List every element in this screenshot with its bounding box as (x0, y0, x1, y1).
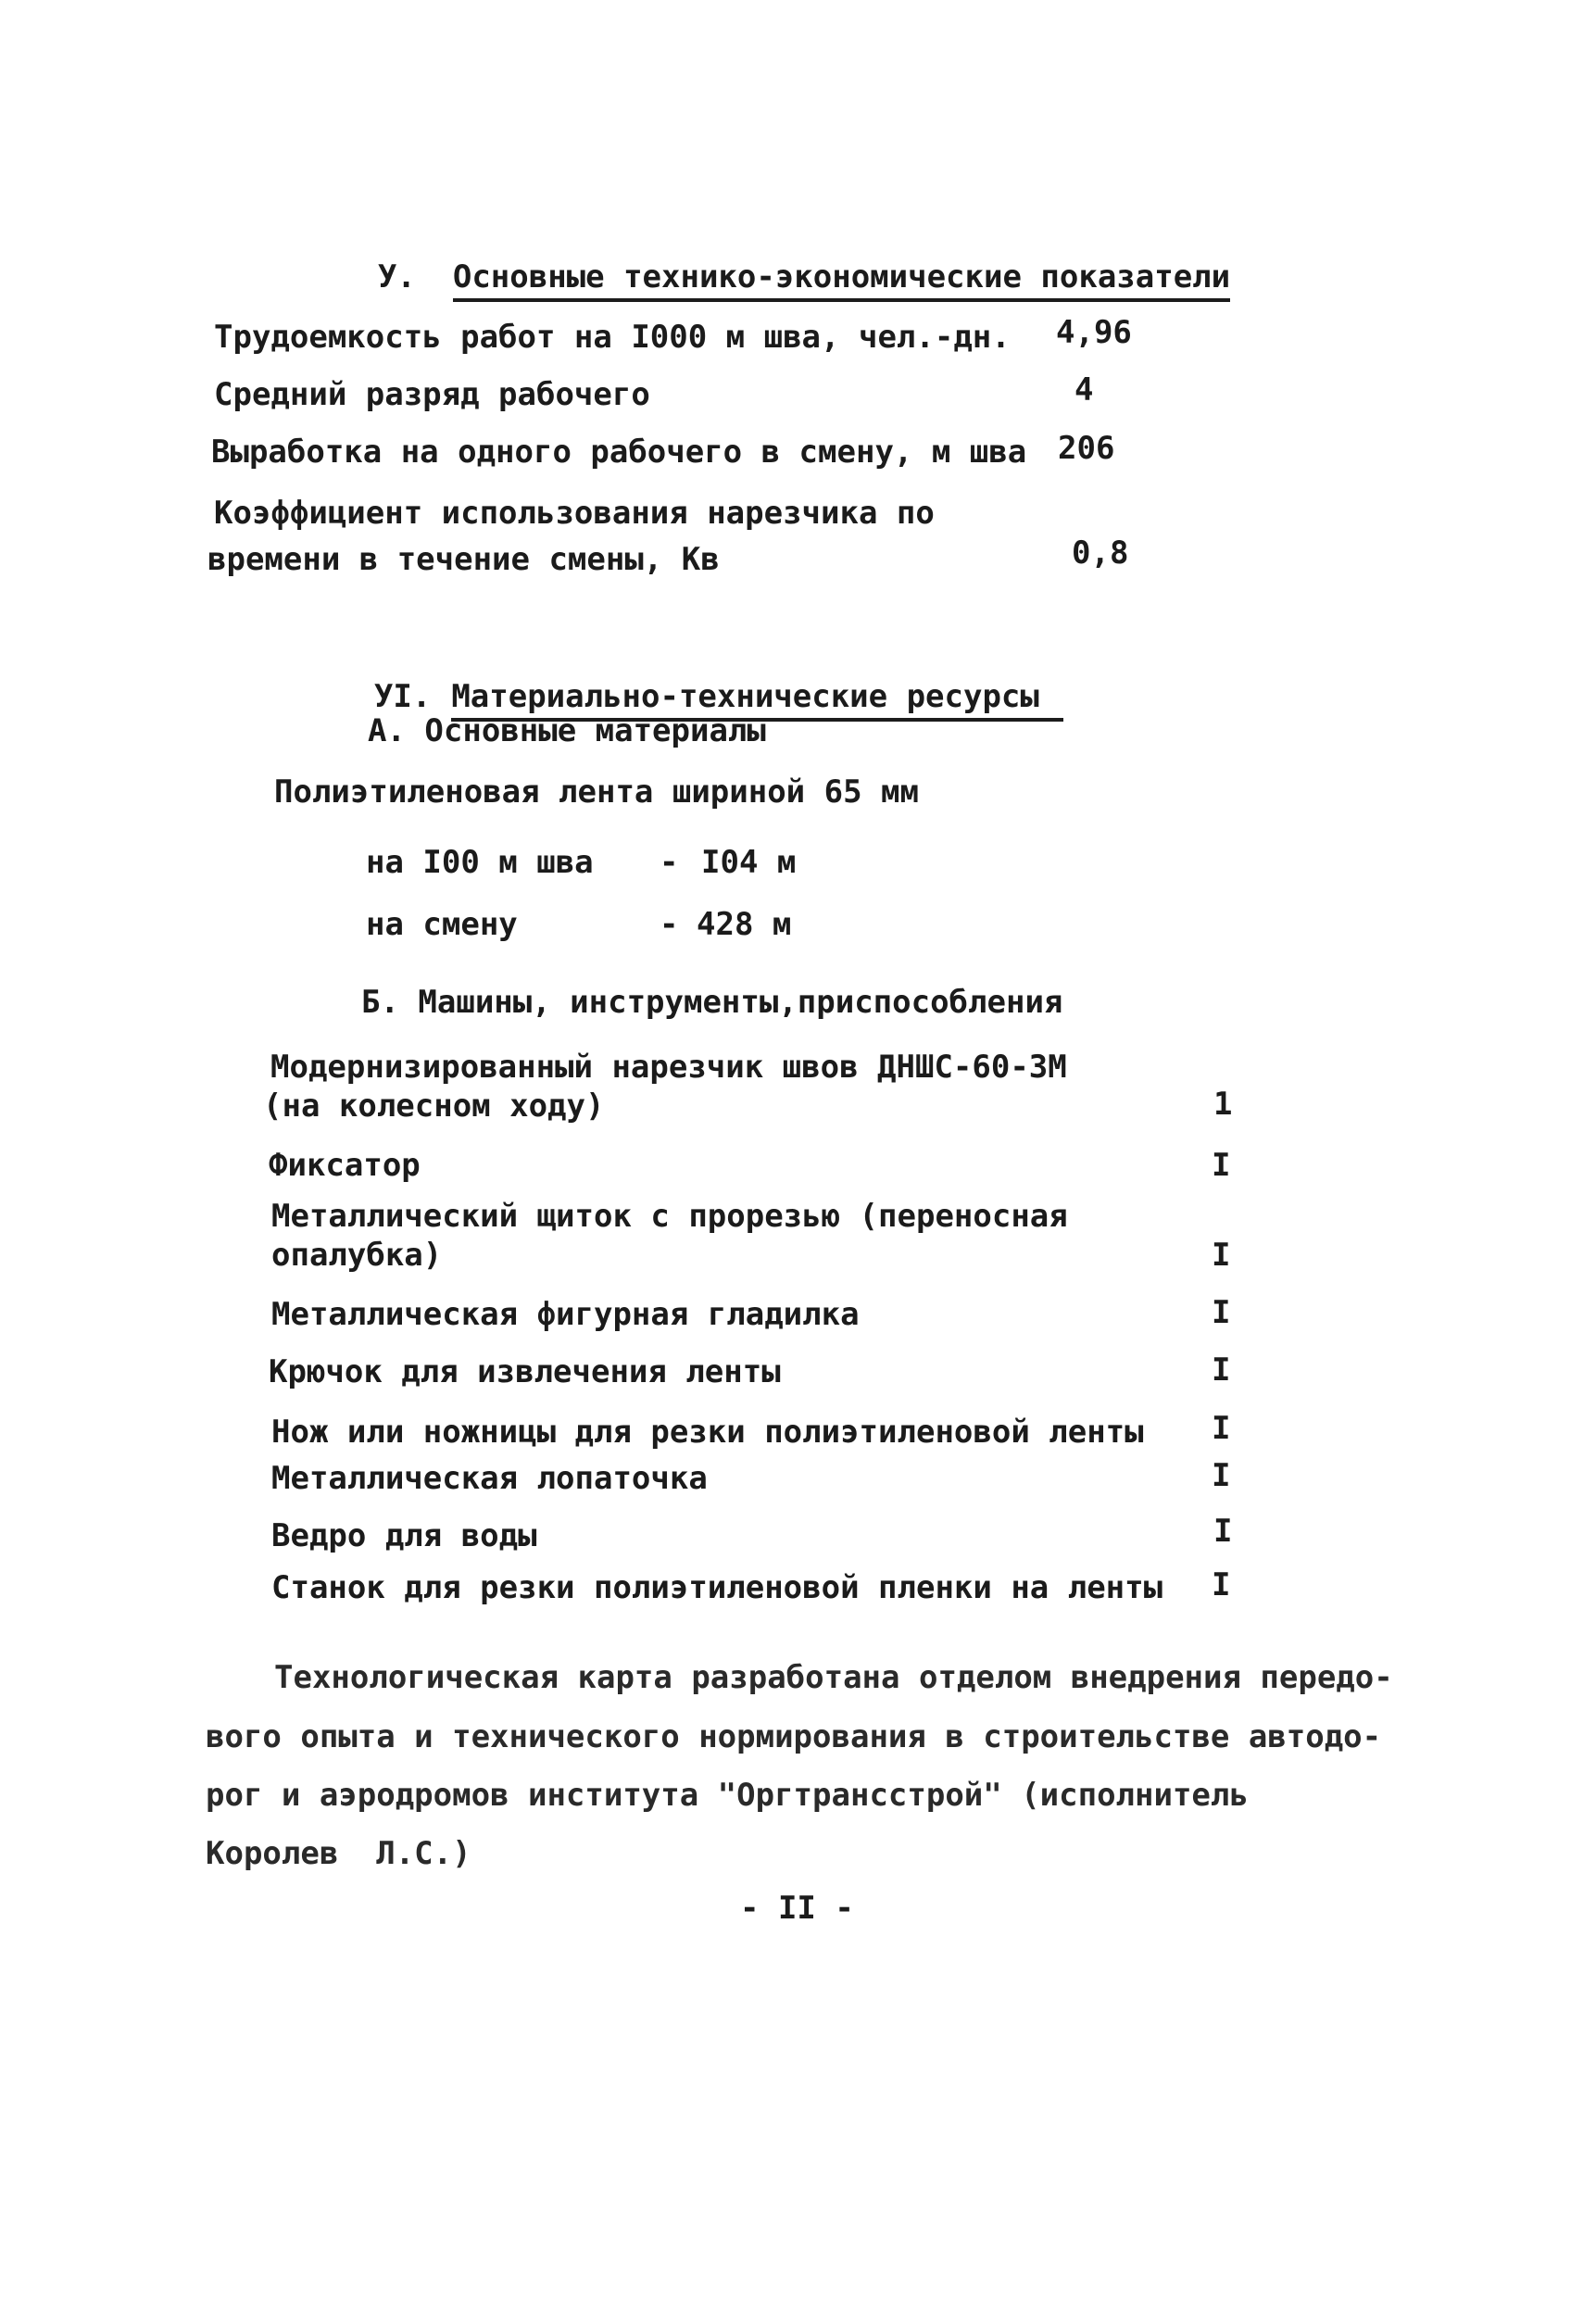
material-item-value: 428 м (697, 906, 792, 943)
material-name: Полиэтиленовая лента шириной 65 мм (274, 773, 919, 811)
equipment-item-line1: Фиксатор (269, 1147, 421, 1184)
stat-row-label: Трудоемкость работ на I000 м шва, чел.-дн. (214, 319, 1011, 356)
stat-row-value: 206 (1058, 430, 1115, 467)
equipment-item-line1: Металлическая лопаточка (271, 1460, 708, 1497)
equipment-item-line1: Металлический щиток с прорезью (переносная (271, 1198, 1068, 1235)
section-vi-title: Материально-технические ресурсы (451, 678, 1063, 722)
stat-row-value: 4 (1074, 371, 1094, 409)
equipment-item-qty: 1 (1213, 1086, 1233, 1123)
subsection-a-title: А. Основные материалы (368, 712, 766, 749)
equipment-item-qty: I (1213, 1513, 1233, 1550)
equipment-item-line1: Ведро для воды (271, 1517, 537, 1554)
equipment-item-line2: (на колесном ходу) (263, 1088, 605, 1125)
equipment-item-qty: I (1212, 1237, 1231, 1274)
material-item-dash: - (660, 906, 679, 943)
stat-row-label: Средний разряд рабочего (214, 376, 650, 413)
equipment-item-qty: I (1212, 1566, 1231, 1603)
material-item-label: на I00 м шва (366, 844, 594, 881)
closing-paragraph-line: рог и аэродромов института "Оргтрансстрой" (исполнитель (206, 1777, 1249, 1814)
stat-row-label-line2: времени в течение смены, Кв (207, 541, 720, 578)
page-number: - II - (740, 1890, 854, 1927)
material-item-value: I04 м (701, 844, 797, 881)
equipment-item-line1: Металлическая фигурная гладилка (271, 1296, 860, 1333)
equipment-item-line1: Нож или ножницы для резки полиэтиленовой ленты (271, 1414, 1144, 1451)
closing-paragraph-line: Королев Л.С.) (206, 1835, 471, 1872)
equipment-item-qty: I (1212, 1352, 1231, 1389)
section-v-number: У. (377, 258, 416, 296)
equipment-item-qty: I (1212, 1294, 1231, 1331)
stat-row-label-line1: Коэффициент использования нарезчика по (214, 495, 935, 532)
closing-paragraph-line: Технологическая карта разработана отделом внедрения передо- (274, 1659, 1393, 1696)
subsection-b-title: Б. Машины, инструменты,приспособления (361, 984, 1063, 1021)
section-vi-number: УI. (373, 678, 432, 716)
material-item-dash: - (660, 844, 679, 881)
equipment-item-line2: опалубка) (271, 1237, 443, 1274)
equipment-item-line1: Крючок для извлечения ленты (269, 1353, 781, 1390)
material-item-label: на смену (366, 906, 518, 943)
stat-row-value: 4,96 (1056, 314, 1132, 351)
equipment-item-qty: I (1212, 1147, 1231, 1184)
equipment-item-qty: I (1212, 1457, 1231, 1494)
equipment-item-line1: Модернизированный нарезчик швов ДНШС-60-3М (270, 1049, 1067, 1086)
equipment-item-qty: I (1212, 1410, 1231, 1447)
stat-row-value: 0,8 (1072, 534, 1129, 572)
closing-paragraph-line: вого опыта и технического нормирования в строительстве автодо- (206, 1718, 1382, 1755)
equipment-item-line1: Станок для резки полиэтиленовой пленки на ленты (271, 1569, 1163, 1606)
section-v-title: Основные технико-экономические показатели (453, 258, 1230, 302)
stat-row-label: Выработка на одного рабочего в смену, м шва (211, 434, 1027, 471)
